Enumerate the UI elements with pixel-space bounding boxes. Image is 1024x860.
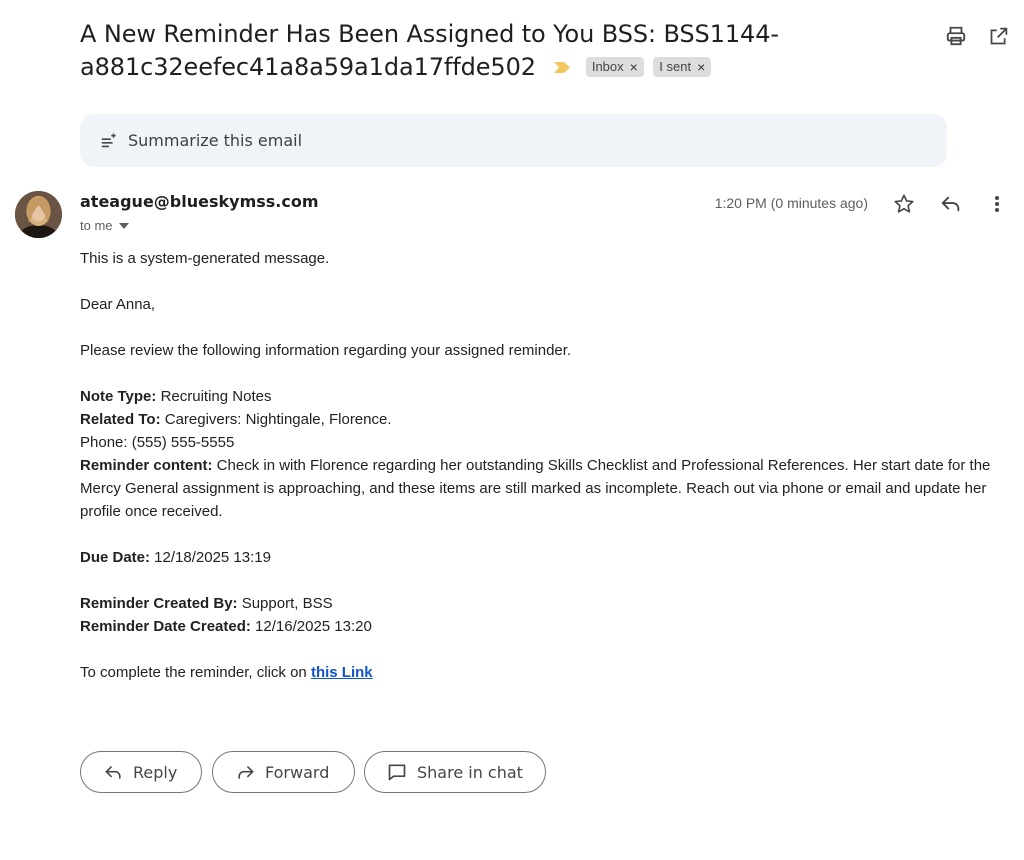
importance-marker-icon[interactable] — [554, 62, 570, 73]
summarize-email-button[interactable] — [80, 114, 947, 167]
date-created-label: Reminder Date Created: — [80, 618, 251, 635]
phone-row: Phone: (555) 555-5555 — [80, 434, 235, 451]
due-date-value: 12/18/2025 13:19 — [150, 549, 271, 566]
label-chip-text: Inbox — [591, 59, 624, 74]
reminder-content-value: Check in with Florence regarding her outstanding Skills Checklist and Professional References. Her start date for the Mercy General assignment is approaching, and these items are still marked as incomplete. Reach out via phone or email and update her profile once received. — [80, 457, 991, 520]
email-body — [80, 247, 1015, 684]
reminder-content-label: Reminder content: — [80, 457, 213, 474]
more-vert-icon[interactable] — [984, 191, 1010, 217]
reply-label: Reply — [133, 762, 178, 782]
label-chip-inbox[interactable] — [586, 57, 644, 77]
star-icon[interactable] — [891, 191, 917, 217]
reminder-content-row — [80, 454, 1015, 523]
note-type-row — [80, 385, 1015, 408]
related-to-row — [80, 408, 1015, 431]
date-created-value: 12/16/2025 13:20 — [250, 618, 372, 635]
due-date-label: Due Date: — [80, 549, 151, 566]
share-in-chat-button[interactable] — [364, 751, 546, 793]
body-line: This is a system-generated message. — [80, 250, 330, 267]
related-to-value: Caregivers: Nightingale, Florence. — [160, 411, 392, 428]
related-to-label: Related To: — [80, 411, 161, 428]
reply-icon[interactable] — [938, 191, 964, 217]
greeting: Dear Anna, — [80, 296, 156, 313]
label-chip-i-sent[interactable] — [653, 57, 711, 77]
reply-button[interactable] — [80, 751, 202, 793]
recipient-details-toggle[interactable] — [80, 218, 129, 233]
chat-bubble-icon — [387, 762, 407, 782]
forward-button[interactable] — [212, 751, 355, 793]
summarize-label: Summarize this email — [128, 131, 303, 150]
created-by-value: Support, BSS — [237, 595, 333, 612]
share-in-chat-label: Share in chat — [417, 762, 523, 782]
complete-text: To complete the reminder, click on — [80, 664, 311, 681]
reply-icon — [103, 762, 123, 782]
sender-email[interactable]: ateague@blueskymss.com — [80, 192, 319, 211]
date-created-row — [80, 615, 1015, 638]
forward-label: Forward — [265, 762, 330, 782]
recipient-label: to me — [80, 218, 113, 233]
email-subject-row — [80, 18, 920, 84]
due-date-row — [80, 546, 1015, 569]
sender-avatar[interactable] — [15, 191, 62, 238]
caret-down-icon — [119, 223, 129, 229]
complete-reminder-link[interactable]: this Link — [310, 664, 373, 681]
email-subject: A New Reminder Has Been Assigned to You BSS: BSS1144-a881c32eefec41a8a59a1da17ffde502 — [80, 20, 779, 81]
complete-reminder-row — [80, 661, 1015, 684]
intro-text: Please review the following information regarding your assigned reminder. — [80, 342, 572, 359]
forward-icon — [235, 762, 255, 782]
remove-label-icon[interactable]: × — [629, 59, 638, 75]
print-icon[interactable] — [944, 24, 968, 48]
note-type-value: Recruiting Notes — [156, 388, 272, 405]
created-by-label: Reminder Created By: — [80, 595, 238, 612]
created-by-row — [80, 592, 1015, 615]
note-type-label: Note Type: — [80, 388, 157, 405]
message-timestamp: 1:20 PM (0 minutes ago) — [714, 195, 868, 211]
label-chip-text: I sent — [659, 59, 692, 74]
open-in-new-window-icon[interactable] — [986, 24, 1010, 48]
remove-label-icon[interactable]: × — [697, 59, 706, 75]
sparkle-list-icon — [100, 131, 120, 151]
